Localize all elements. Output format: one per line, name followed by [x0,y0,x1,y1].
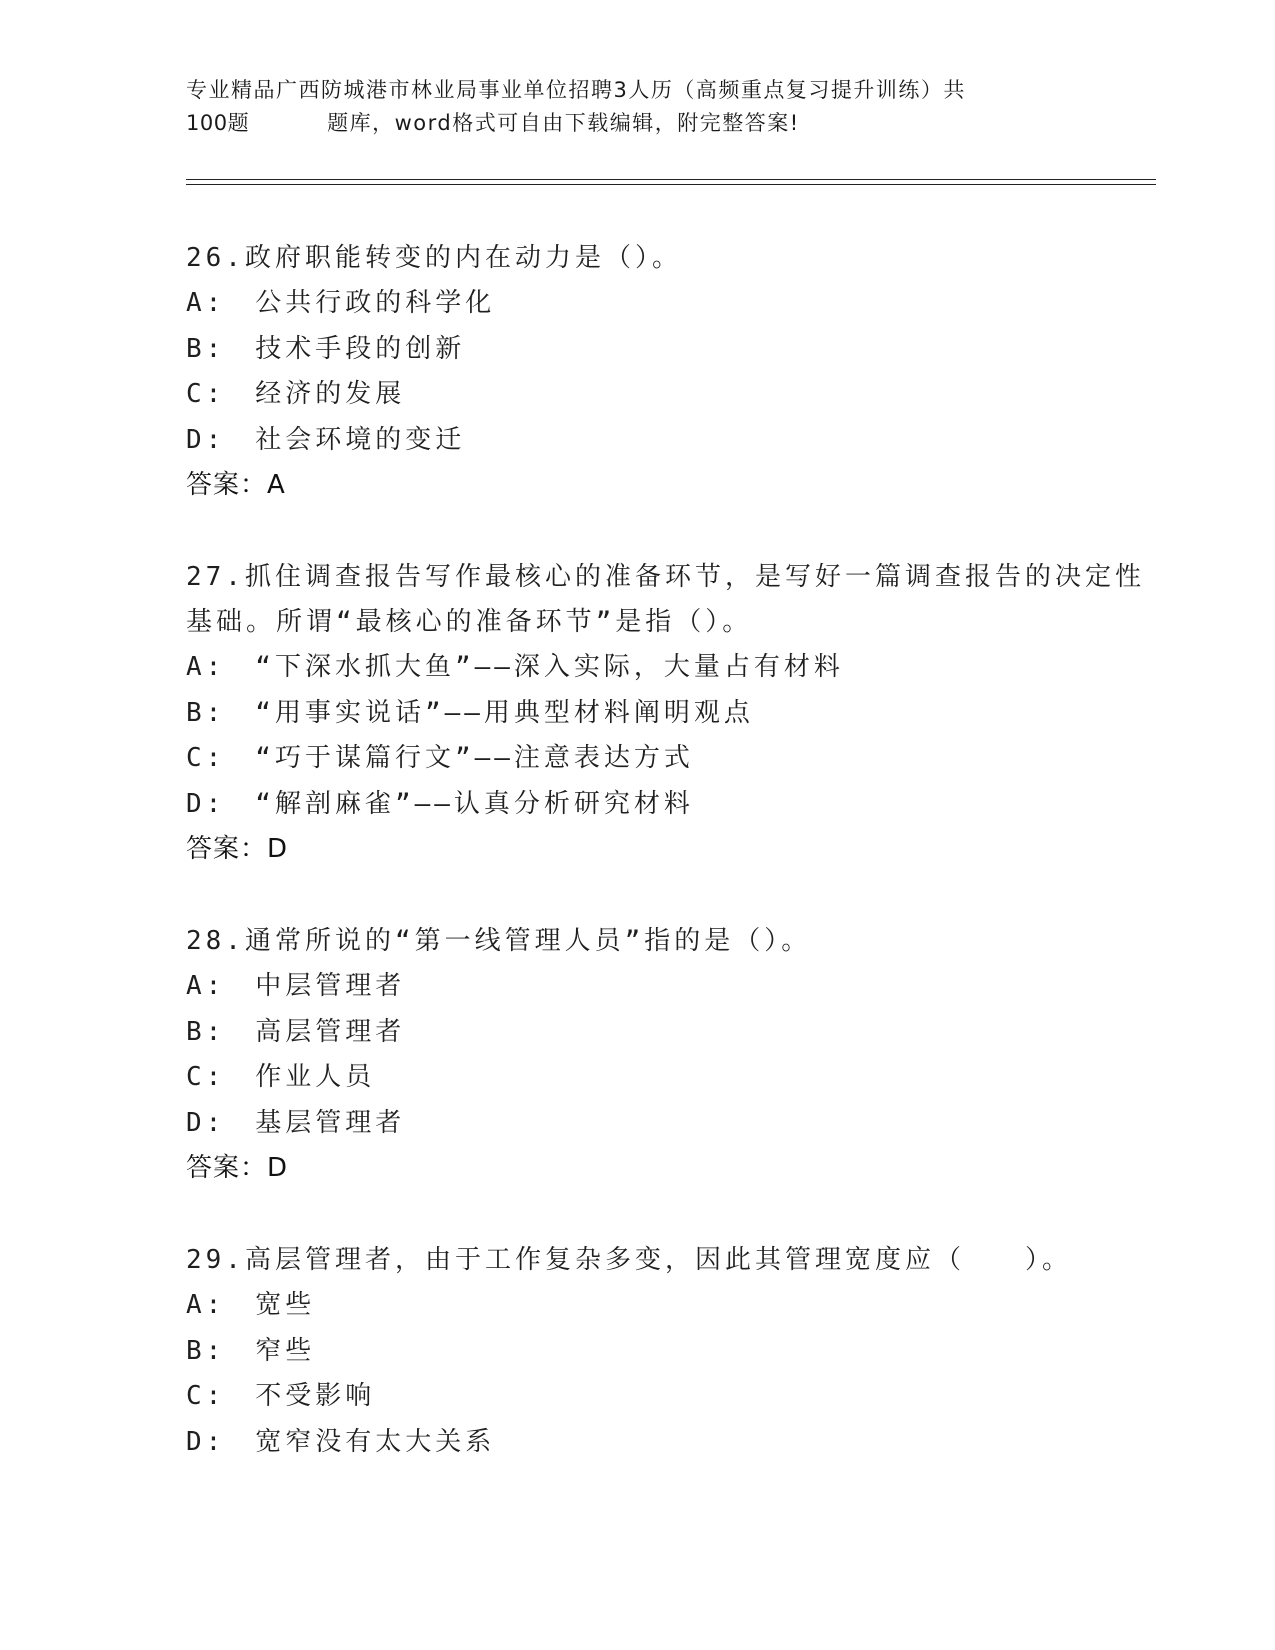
question-stem: 29.高层管理者，由于工作复杂多变，因此其管理宽度应（ ）。 [186,1245,1072,1275]
option-d: D: 基层管理者 [186,1107,406,1138]
option-d: D: “解剖麻雀”——认真分析研究材料 [186,788,694,819]
header-line-1: 专业精品广西防城港市林业局事业单位招聘3人历（高频重点复习提升训练）共 [186,78,966,102]
question-list [186,236,1146,1465]
answer: 答案：D [186,1153,289,1183]
header-rule-bottom [186,184,1156,185]
option-d: D: 社会环境的变迁 [186,424,466,455]
question-stem: 27.抓住调查报告写作最核心的准备环节，是写好一篇调查报告的决定性基础。所谓“最核心的准备环节”是指（）。 [186,562,1145,637]
header-line-2 [186,107,1086,140]
answer: 答案：D [186,834,289,864]
option-d: D: 宽窄没有太大关系 [186,1426,496,1457]
option-c: C: 作业人员 [186,1062,376,1092]
option-a: A: 公共行政的科学化 [186,288,496,318]
option-c: C: “巧于谋篇行文”——注意表达方式 [186,743,694,773]
option-b: B: 技术手段的创新 [186,333,466,364]
question-stem: 26.政府职能转变的内在动力是（）。 [186,243,682,273]
option-a: A: “下深水抓大鱼”——深入实际，大量占有材料 [186,652,844,682]
question-28 [186,919,1146,1191]
header-line-2-count: 100题 [186,111,250,135]
answer: 答案：A [186,470,286,500]
option-a: A: 中层管理者 [186,971,406,1001]
header-rule-top [186,179,1156,180]
question-27 [186,555,1146,872]
document-header [186,74,1086,140]
option-b: B: “用事实说话”——用典型材料阐明观点 [186,697,754,728]
question-26 [186,236,1146,508]
question-29 [186,1238,1146,1465]
option-a: A: 宽些 [186,1290,316,1320]
option-c: C: 经济的发展 [186,379,406,409]
option-b: B: 高层管理者 [186,1016,406,1047]
header-line-2-text: 题库，word格式可自由下载编辑，附完整答案! [327,111,800,135]
option-b: B: 窄些 [186,1335,316,1366]
question-stem: 28.通常所说的“第一线管理人员”指的是（）。 [186,926,812,956]
option-c: C: 不受影响 [186,1381,376,1411]
